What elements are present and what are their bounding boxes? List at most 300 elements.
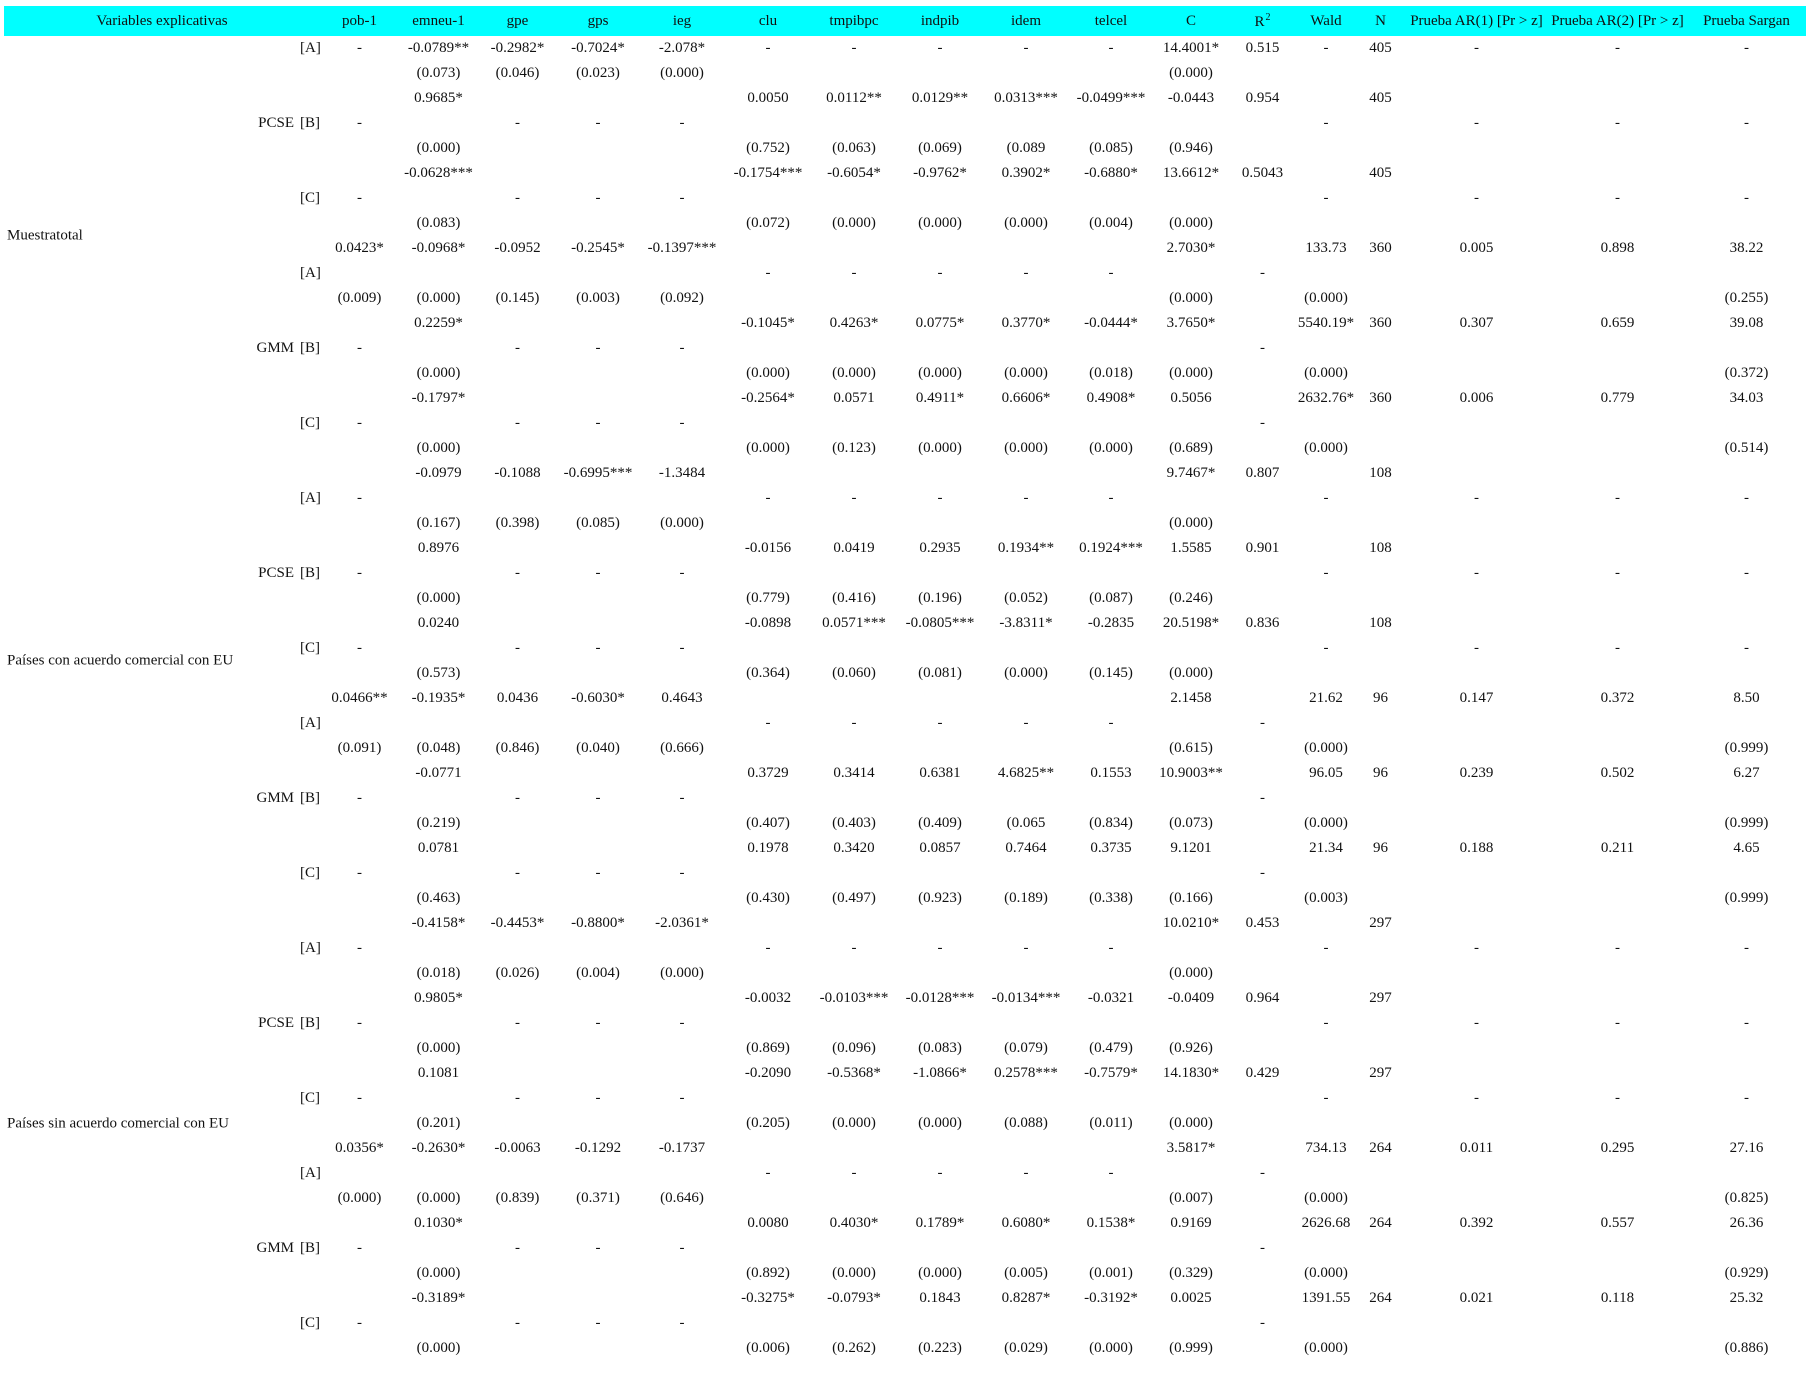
table-cell bbox=[1405, 911, 1548, 936]
table-cell bbox=[557, 1061, 639, 1086]
table-cell: -2.078* bbox=[658, 40, 706, 56]
table-cell bbox=[1153, 1311, 1229, 1336]
table-cell: (0.407) bbox=[746, 815, 790, 831]
table-cell bbox=[1548, 536, 1687, 561]
table-cell: - bbox=[1260, 715, 1265, 731]
table-cell bbox=[478, 1161, 557, 1186]
table-cell: (0.003) bbox=[1304, 890, 1348, 906]
table-row bbox=[4, 36, 1806, 61]
row-label-cell bbox=[4, 1036, 320, 1061]
table-cell bbox=[1229, 311, 1296, 336]
table-cell: (0.040) bbox=[576, 740, 620, 756]
table-cell bbox=[399, 786, 478, 811]
table-cell bbox=[1405, 136, 1548, 161]
table-cell: 14.4001* bbox=[1162, 40, 1220, 56]
table-cell: 8.50 bbox=[1733, 690, 1760, 706]
table-cell bbox=[1548, 911, 1687, 936]
table-cell bbox=[1405, 461, 1548, 486]
table-cell bbox=[399, 861, 478, 886]
table-cell: 0.6606* bbox=[1001, 390, 1051, 406]
table-row bbox=[4, 411, 1806, 436]
table-cell bbox=[811, 286, 897, 311]
table-cell: - bbox=[1260, 415, 1265, 431]
row-label-cell bbox=[4, 111, 320, 136]
table-cell: 0.011 bbox=[1459, 1140, 1494, 1156]
table-cell: (0.000) bbox=[1169, 515, 1213, 531]
table-cell bbox=[478, 436, 557, 461]
table-cell: (0.092) bbox=[660, 290, 704, 306]
table-cell bbox=[1229, 386, 1296, 411]
table-cell bbox=[320, 1211, 399, 1236]
table-cell bbox=[1296, 136, 1356, 161]
table-cell bbox=[1296, 861, 1356, 886]
table-cell: - bbox=[357, 340, 362, 356]
table-cell: - bbox=[595, 340, 601, 356]
table-cell bbox=[1229, 811, 1296, 836]
table-cell bbox=[478, 161, 557, 186]
table-cell bbox=[725, 336, 811, 361]
column-header-label: Prueba AR(2) [Pr > z] bbox=[1551, 12, 1684, 29]
table-cell: - bbox=[1615, 565, 1620, 581]
table-cell bbox=[811, 861, 897, 886]
table-cell: - bbox=[357, 940, 362, 956]
table-cell: 0.1081 bbox=[417, 1065, 460, 1081]
table-cell: 0.5056 bbox=[1170, 390, 1212, 406]
table-cell bbox=[639, 661, 725, 686]
table-cell: - bbox=[1744, 940, 1749, 956]
table-cell: (0.079) bbox=[1004, 1040, 1048, 1056]
table-row bbox=[4, 511, 1806, 536]
table-cell bbox=[1687, 661, 1806, 686]
table-cell: - bbox=[357, 1090, 362, 1106]
column-header-label: Prueba Sargan bbox=[1703, 12, 1790, 29]
table-cell bbox=[1687, 211, 1806, 236]
table-cell bbox=[1356, 211, 1405, 236]
table-cell bbox=[320, 961, 399, 986]
table-cell: 264 bbox=[1369, 1215, 1392, 1231]
table-cell bbox=[811, 236, 897, 261]
table-cell bbox=[557, 811, 639, 836]
table-cell: - bbox=[1474, 40, 1479, 56]
table-row bbox=[4, 836, 1806, 861]
table-cell bbox=[557, 1161, 639, 1186]
sample-group-label: Muestratotal bbox=[7, 227, 83, 244]
table-cell bbox=[320, 986, 399, 1011]
table-cell: 0.0419 bbox=[833, 540, 875, 556]
table-cell: -0.6880* bbox=[1084, 165, 1138, 181]
table-cell bbox=[725, 1311, 811, 1336]
model-label: [B] bbox=[300, 790, 320, 806]
table-cell bbox=[1356, 1336, 1405, 1361]
model-label: [A] bbox=[300, 490, 321, 506]
table-cell bbox=[1548, 511, 1687, 536]
table-cell: - bbox=[515, 1015, 520, 1031]
table-cell bbox=[1548, 711, 1687, 736]
row-label-cell bbox=[4, 911, 320, 936]
table-cell bbox=[1548, 1236, 1687, 1261]
table-cell: 0.4643 bbox=[661, 690, 703, 706]
table-cell bbox=[1229, 1211, 1296, 1236]
column-header bbox=[557, 6, 639, 36]
table-cell: - bbox=[679, 1240, 685, 1256]
table-cell bbox=[1687, 611, 1806, 636]
table-cell: (0.000) bbox=[1304, 365, 1348, 381]
table-cell bbox=[1069, 1086, 1153, 1111]
row-label-cell bbox=[4, 861, 320, 886]
table-cell bbox=[639, 1111, 725, 1136]
table-cell bbox=[639, 361, 725, 386]
row-label-cell bbox=[4, 1311, 320, 1336]
table-cell: (0.892) bbox=[746, 1265, 790, 1281]
table-cell: (0.004) bbox=[576, 965, 620, 981]
table-cell bbox=[1296, 1036, 1356, 1061]
table-cell bbox=[1548, 461, 1687, 486]
table-cell bbox=[1548, 786, 1687, 811]
table-cell bbox=[1548, 961, 1687, 986]
row-label-cell bbox=[4, 86, 320, 111]
row-label-cell bbox=[4, 1286, 320, 1311]
table-cell bbox=[1687, 536, 1806, 561]
table-cell bbox=[478, 986, 557, 1011]
table-cell bbox=[1687, 911, 1806, 936]
table-cell: - bbox=[1323, 1090, 1329, 1106]
table-cell bbox=[1405, 436, 1548, 461]
column-header-label: indpib bbox=[920, 12, 960, 29]
table-cell bbox=[1069, 911, 1153, 936]
table-cell bbox=[1229, 1286, 1296, 1311]
table-cell: (0.000) bbox=[1304, 1190, 1348, 1206]
table-cell: - bbox=[851, 265, 857, 281]
table-cell bbox=[1356, 1311, 1405, 1336]
table-cell bbox=[1356, 486, 1405, 511]
table-cell: (0.000) bbox=[1169, 215, 1213, 231]
table-cell bbox=[1405, 1036, 1548, 1061]
table-cell: (0.083) bbox=[416, 215, 461, 231]
table-cell bbox=[639, 386, 725, 411]
table-cell bbox=[399, 186, 478, 211]
table-cell bbox=[478, 1286, 557, 1311]
table-cell: 0.372 bbox=[1600, 690, 1635, 706]
table-cell: - bbox=[1474, 940, 1479, 956]
table-cell: 0.0129** bbox=[911, 90, 969, 106]
table-cell bbox=[478, 311, 557, 336]
table-cell bbox=[983, 1136, 1069, 1161]
row-label-cell bbox=[4, 1261, 320, 1286]
table-cell: 0.0050 bbox=[747, 90, 789, 106]
table-cell: -0.4453* bbox=[490, 915, 545, 931]
table-cell bbox=[1069, 1236, 1153, 1261]
table-cell: 0.021 bbox=[1459, 1290, 1494, 1306]
table-cell: 0.954 bbox=[1245, 90, 1280, 106]
table-cell: - bbox=[679, 1090, 685, 1106]
table-cell bbox=[320, 586, 399, 611]
table-cell: 0.1978 bbox=[747, 840, 789, 856]
table-cell: - bbox=[1615, 40, 1620, 56]
table-cell: (0.573) bbox=[416, 665, 461, 681]
column-header bbox=[1153, 6, 1229, 36]
table-cell bbox=[320, 1261, 399, 1286]
table-cell: (0.001) bbox=[1089, 1265, 1133, 1281]
table-cell: (0.189) bbox=[1004, 890, 1048, 906]
table-cell bbox=[1356, 186, 1405, 211]
table-cell bbox=[983, 236, 1069, 261]
table-row bbox=[4, 1236, 1806, 1261]
table-cell bbox=[897, 961, 983, 986]
column-header bbox=[639, 6, 725, 36]
table-cell: (0.926) bbox=[1169, 1040, 1213, 1056]
table-cell: 0.1538* bbox=[1086, 1215, 1136, 1231]
table-cell: - bbox=[1023, 40, 1029, 56]
table-cell: - bbox=[765, 715, 771, 731]
table-cell bbox=[1069, 636, 1153, 661]
column-header-label: emneu-1 bbox=[412, 12, 465, 29]
table-cell bbox=[1548, 611, 1687, 636]
table-cell: 0.8287* bbox=[1001, 1290, 1051, 1306]
table-row bbox=[4, 936, 1806, 961]
table-cell bbox=[1548, 1161, 1687, 1186]
table-cell bbox=[639, 611, 725, 636]
table-cell: (0.403) bbox=[832, 815, 876, 831]
column-header bbox=[1687, 6, 1806, 36]
table-cell: (0.083) bbox=[918, 1040, 962, 1056]
table-cell: (0.999) bbox=[1169, 1340, 1213, 1356]
table-cell bbox=[639, 811, 725, 836]
table-cell bbox=[399, 1236, 478, 1261]
table-cell bbox=[1229, 236, 1296, 261]
table-cell: -1.0866* bbox=[913, 1065, 967, 1081]
table-cell: (0.000) bbox=[660, 965, 704, 981]
row-label-cell bbox=[4, 811, 320, 836]
table-cell bbox=[1296, 86, 1356, 111]
table-cell: -0.0134*** bbox=[991, 990, 1061, 1006]
column-header-label: C bbox=[1185, 12, 1196, 29]
table-cell: 0.005 bbox=[1459, 240, 1494, 256]
table-cell: - bbox=[1323, 940, 1329, 956]
table-cell: 5540.19* bbox=[1297, 315, 1355, 331]
table-cell: - bbox=[679, 1315, 685, 1331]
table-cell: (0.000) bbox=[660, 515, 704, 531]
table-cell: - bbox=[1615, 490, 1620, 506]
table-cell bbox=[478, 711, 557, 736]
table-cell: 0.3414 bbox=[833, 765, 875, 781]
table-cell: (0.839) bbox=[495, 1190, 540, 1206]
table-cell: - bbox=[1260, 265, 1265, 281]
table-cell: - bbox=[1615, 1090, 1620, 1106]
table-cell: - bbox=[1615, 115, 1620, 131]
table-cell bbox=[1229, 511, 1296, 536]
column-header-label: Wald bbox=[1310, 12, 1342, 29]
table-cell bbox=[478, 261, 557, 286]
table-cell: 21.34 bbox=[1309, 840, 1343, 856]
table-cell bbox=[811, 61, 897, 86]
table-cell bbox=[1229, 1011, 1296, 1036]
row-label-cell bbox=[4, 311, 320, 336]
table-cell bbox=[811, 1186, 897, 1211]
table-cell bbox=[1069, 961, 1153, 986]
table-cell bbox=[1687, 1061, 1806, 1086]
table-row bbox=[4, 211, 1806, 236]
table-cell: (0.463) bbox=[416, 890, 461, 906]
table-cell: - bbox=[851, 715, 857, 731]
table-cell: - bbox=[1323, 40, 1329, 56]
table-cell bbox=[1356, 736, 1405, 761]
table-row bbox=[4, 686, 1806, 711]
table-cell bbox=[897, 461, 983, 486]
table-cell: 0.836 bbox=[1245, 615, 1280, 631]
table-cell bbox=[478, 761, 557, 786]
table-cell: (0.000) bbox=[832, 1265, 876, 1281]
column-header-superscript: 2 bbox=[1265, 11, 1271, 23]
table-cell bbox=[320, 886, 399, 911]
table-row bbox=[4, 1261, 1806, 1286]
row-label-cell bbox=[4, 161, 320, 186]
table-row bbox=[4, 1336, 1806, 1361]
table-cell: -0.2982* bbox=[490, 40, 545, 56]
table-cell bbox=[983, 861, 1069, 886]
table-cell: (0.999) bbox=[1724, 815, 1769, 831]
table-cell: (0.000) bbox=[1169, 365, 1213, 381]
table-cell bbox=[1229, 561, 1296, 586]
table-cell: -0.0898 bbox=[744, 615, 792, 631]
table-cell bbox=[897, 336, 983, 361]
table-cell: 9.1201 bbox=[1170, 840, 1212, 856]
table-cell: (0.219) bbox=[416, 815, 461, 831]
table-cell bbox=[1405, 886, 1548, 911]
table-cell: (0.085) bbox=[1089, 140, 1133, 156]
table-cell bbox=[1405, 336, 1548, 361]
table-cell: (0.000) bbox=[1304, 290, 1348, 306]
table-cell: (0.000) bbox=[918, 215, 962, 231]
table-cell: 0.9169 bbox=[1170, 1215, 1212, 1231]
table-cell bbox=[897, 1311, 983, 1336]
table-cell bbox=[1153, 411, 1229, 436]
table-cell bbox=[1687, 336, 1806, 361]
table-cell bbox=[1069, 286, 1153, 311]
table-cell: (0.869) bbox=[746, 1040, 790, 1056]
table-cell: 0.0313*** bbox=[994, 90, 1058, 106]
table-cell: 0.429 bbox=[1245, 1065, 1280, 1081]
table-row bbox=[4, 486, 1806, 511]
table-cell: -0.2545* bbox=[571, 240, 625, 256]
column-header bbox=[399, 6, 478, 36]
table-cell bbox=[1405, 661, 1548, 686]
table-cell: (0.000) bbox=[746, 365, 790, 381]
table-cell bbox=[1356, 711, 1405, 736]
table-cell bbox=[1069, 336, 1153, 361]
table-cell: (0.046) bbox=[495, 65, 540, 81]
table-cell bbox=[1229, 686, 1296, 711]
row-label-cell bbox=[4, 386, 320, 411]
column-header-label: gpe bbox=[506, 12, 529, 29]
table-cell: 0.1924*** bbox=[1079, 540, 1143, 556]
table-cell bbox=[725, 1236, 811, 1261]
table-cell bbox=[1405, 61, 1548, 86]
table-cell: - bbox=[851, 1165, 857, 1181]
table-cell: 0.006 bbox=[1459, 390, 1494, 406]
table-cell: (0.000) bbox=[1089, 440, 1133, 456]
table-cell: - bbox=[851, 940, 857, 956]
row-label-cell bbox=[4, 411, 320, 436]
table-cell: -0.0443 bbox=[1167, 90, 1215, 106]
table-cell: (0.009) bbox=[337, 290, 382, 306]
table-cell: (0.000) bbox=[918, 1115, 962, 1131]
table-cell: - bbox=[357, 115, 362, 131]
table-cell: - bbox=[1474, 1015, 1479, 1031]
table-cell: 0.392 bbox=[1459, 1215, 1494, 1231]
table-cell: (0.011) bbox=[1089, 1115, 1133, 1131]
table-row bbox=[4, 1011, 1806, 1036]
table-row bbox=[4, 911, 1806, 936]
table-cell: 0.0571*** bbox=[822, 615, 886, 631]
table-cell: 13.6612* bbox=[1162, 165, 1220, 181]
table-row bbox=[4, 961, 1806, 986]
table-cell bbox=[897, 61, 983, 86]
table-cell bbox=[1069, 111, 1153, 136]
table-cell bbox=[478, 1061, 557, 1086]
table-cell bbox=[1069, 1136, 1153, 1161]
table-cell: (0.000) bbox=[1304, 1340, 1348, 1356]
estimation-method-label: PCSE bbox=[258, 115, 294, 131]
table-cell bbox=[1356, 811, 1405, 836]
table-cell: 264 bbox=[1369, 1140, 1392, 1156]
row-label-cell bbox=[4, 1236, 320, 1261]
table-cell bbox=[1229, 361, 1296, 386]
row-label-cell bbox=[4, 1336, 320, 1361]
table-cell bbox=[399, 561, 478, 586]
table-cell: (0.000) bbox=[1304, 1265, 1348, 1281]
table-cell: -0.0409 bbox=[1167, 990, 1215, 1006]
table-row bbox=[4, 1111, 1806, 1136]
table-cell bbox=[639, 836, 725, 861]
table-cell bbox=[1687, 86, 1806, 111]
table-cell bbox=[897, 286, 983, 311]
table-cell bbox=[1405, 711, 1548, 736]
table-cell bbox=[811, 511, 897, 536]
table-cell bbox=[1069, 61, 1153, 86]
table-cell: - bbox=[1108, 490, 1114, 506]
table-cell bbox=[1548, 286, 1687, 311]
table-cell bbox=[1296, 611, 1356, 636]
table-cell: - bbox=[1023, 265, 1029, 281]
table-cell bbox=[1548, 1036, 1687, 1061]
row-label-cell bbox=[4, 361, 320, 386]
table-cell: (0.000) bbox=[1004, 440, 1048, 456]
table-cell bbox=[320, 811, 399, 836]
table-cell bbox=[1405, 211, 1548, 236]
table-cell: (0.223) bbox=[918, 1340, 962, 1356]
table-cell: (0.999) bbox=[1724, 740, 1769, 756]
table-cell bbox=[725, 111, 811, 136]
model-label: [C] bbox=[300, 1090, 320, 1106]
table-cell bbox=[1296, 511, 1356, 536]
table-cell bbox=[983, 1236, 1069, 1261]
table-cell: 0.1789* bbox=[915, 1215, 965, 1231]
table-cell bbox=[320, 386, 399, 411]
table-cell: 0.0857 bbox=[919, 840, 961, 856]
table-cell: 0.4908* bbox=[1086, 390, 1136, 406]
table-cell: -0.0032 bbox=[744, 990, 792, 1006]
table-cell bbox=[1229, 136, 1296, 161]
sample-group-label: Países sin acuerdo comercial con EU bbox=[7, 1115, 230, 1131]
table-cell: - bbox=[851, 490, 857, 506]
table-cell: 25.32 bbox=[1729, 1290, 1764, 1306]
table-cell: - bbox=[357, 1015, 362, 1031]
table-cell bbox=[320, 86, 399, 111]
table-cell bbox=[1296, 536, 1356, 561]
table-cell: 26.36 bbox=[1729, 1215, 1764, 1231]
table-cell bbox=[1296, 1111, 1356, 1136]
model-label: [C] bbox=[300, 1315, 320, 1331]
